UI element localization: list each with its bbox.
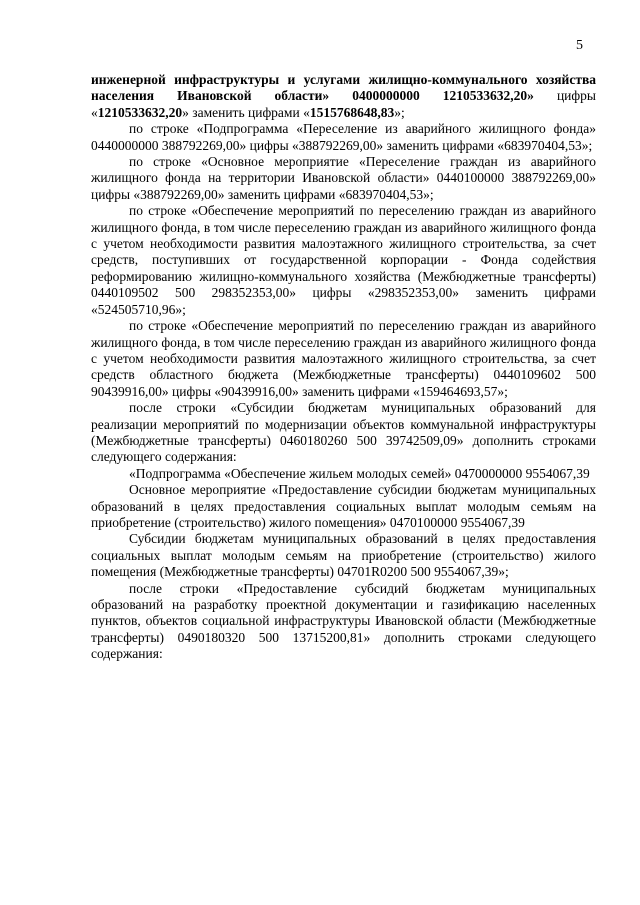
paragraph-young-families-main-activity: Основное мероприятие «Предоставление субсидии бюджетам муниципальных образований в целях предоставления социальных выплат молодым семьям на приобретение (строительство) жилого помещения» 0470100000 9554067,39 — [91, 482, 596, 530]
paragraph-young-families-subprogram: «Подпрограмма «Обеспечение жильем молодых семей» 0470000000 9554067,39 — [129, 465, 590, 481]
paragraph-resettlement-subprogram: по строке «Подпрограмма «Переселение из аварийного жилищного фонда» 0440000000 388792269,00» цифры «388792269,00» заменить цифрами «683970404,53»; — [91, 121, 596, 153]
paragraph-infrastructure-continuation — [91, 72, 596, 121]
paragraph-young-families-subsidy: Субсидии бюджетам муниципальных образований в целях предоставления социальных выплат молодым семьям на приобретение (строительство) жилого помещения (Межбюджетные трансферты) 04701R0200 500 9554067,39»; — [91, 531, 596, 580]
bold-heading-fragment: инженерной инфраструктуры и услугами жилищно-коммунального хозяйства населения Ивановской области» 0400000000 1210533632,20» — [91, 72, 596, 104]
paragraph-resettlement-regional-budget: по строке «Обеспечение мероприятий по переселению граждан из аварийного жилищного фонда, в том числе переселению граждан из аварийного жилищного фонда с учетом необходимости развития малоэтажного жилищного строительства, за счет средств областного бюджета (Межбюджетные трансферты) 0440109602 500 90439916,00» цифры «90439916,00» заменить цифрами «159464693,57»; — [91, 318, 596, 399]
text-fragment: » заменить цифрами « — [182, 104, 310, 120]
page-number: 5 — [576, 38, 583, 53]
bold-old-value: 1210533632,20 — [97, 104, 183, 120]
paragraph-after-gasification-subsidy: после строки «Предоставление субсидий бюджетам муниципальных образований на разработку проектной документации и газификацию населенных пунктов, объектов социальной инфраструктуры Ивановской области (Межбюджетные трансферты) 0490180320 500 13715200,81» дополнить строками следующего содержания: — [91, 580, 596, 662]
document-body — [91, 72, 596, 663]
paragraph-after-modernization-subsidy: после строки «Субсидии бюджетам муниципальных образований для реализации мероприятий по модернизации объектов коммунальной инфраструктуры (Межбюджетные трансферты) 0460180260 500 39742509,09» дополнить строками следующего содержания: — [91, 400, 596, 465]
text-fragment: цифры « — [91, 88, 596, 120]
text-fragment: »; — [394, 104, 405, 120]
paragraph-resettlement-fund-support: по строке «Обеспечение мероприятий по переселению граждан из аварийного жилищного фонда, в том числе переселению граждан из аварийного жилищного фонда с учетом необходимости развития малоэтажного жилищного строительства, за счет средств, поступивших от государственной корпорации - Фонда содействия реформированию жилищно-коммунального хозяйства (Межбюджетные трансферты) 0440109502 500 298352353,00» цифры «298352353,00» заменить цифрами «524505710,96»; — [91, 203, 596, 317]
bold-new-value: 1515768648,83 — [309, 104, 395, 120]
paragraph-resettlement-main-activity: по строке «Основное мероприятие «Переселение граждан из аварийного жилищного фонда на территории Ивановской области» 0440100000 388792269,00» цифры «388792269,00» заменить цифрами «683970404,53»; — [91, 154, 596, 202]
